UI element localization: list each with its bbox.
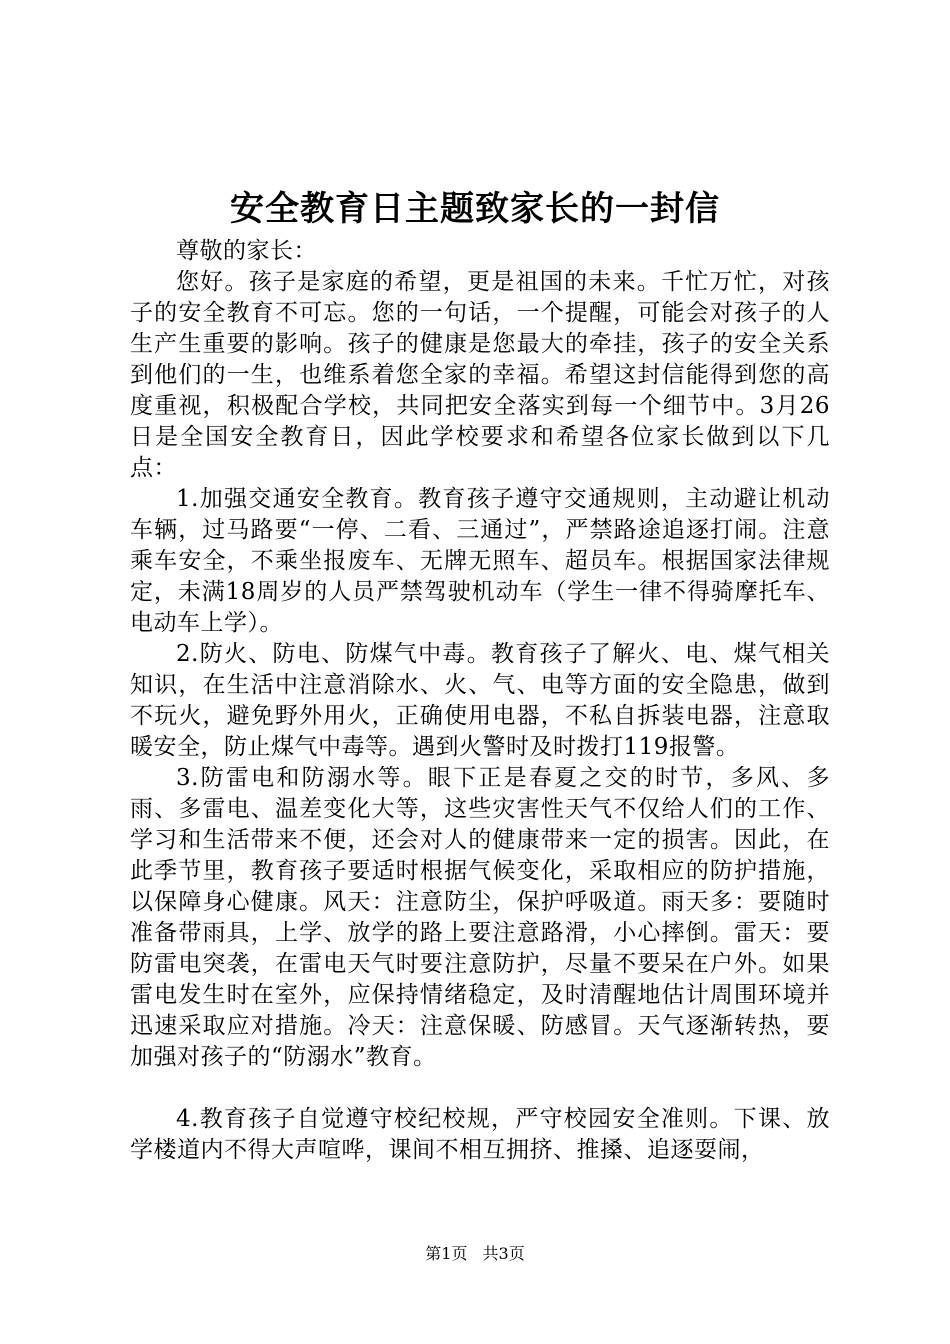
document-title: 安全教育日主题致家长的一封信 — [230, 189, 720, 229]
page-total: 共3页 — [482, 1244, 525, 1263]
letter-body — [130, 236, 830, 1166]
paragraph-school-rules: 4.教育孩子自觉遵守校纪校规，严守校园安全准则。下课、放学楼道内不得大声喧哗，课间不相互拥挤、推搡、追逐耍闹， — [130, 1106, 830, 1163]
salutation: 尊敬的家长： — [176, 238, 317, 264]
page-number: 第1页 — [425, 1244, 468, 1263]
paragraph-traffic-safety: 1.加强交通安全教育。教育孩子遵守交通规则，主动避让机动车辆，过马路要“一停、二看、三通过”，严禁路途追逐打闹。注意乘车安全，不乘坐报废车、无牌无照车、超员车。根据国家法律规定，未满18周岁的人员严禁驾驶机动车（学生一律不得骑摩托车、电动车上学）。 — [130, 486, 830, 636]
page-footer — [0, 1243, 950, 1265]
paragraph-intro: 您好。孩子是家庭的希望，更是祖国的未来。千忙万忙，对孩子的安全教育不可忘。您的一句话，一个提醒，可能会对孩子的人生产生重要的影响。孩子的健康是您最大的牵挂，孩子的安全关系到他们的一生，也维系着您全家的幸福。希望这封信能得到您的高度重视，积极配合学校，共同把安全落实到每一个细节中。3月26日是全国安全教育日，因此学校要求和希望各位家长做到以下几点： — [130, 269, 830, 481]
paragraph-fire-electric-gas: 2.防火、防电、防煤气中毒。教育孩子了解火、电、煤气相关知识，在生活中注意消除水、火、气、电等方面的安全隐患，做到不玩火，避免野外用火，正确使用电器，不私自拆装电器，注意取暖安全，防止煤气中毒等。遇到火警时及时拨打119报警。 — [130, 641, 830, 760]
paragraph-lightning-drowning: 3.防雷电和防溺水等。眼下正是春夏之交的时节，多风、多雨、多雷电、温差变化大等，这些灾害性天气不仅给人们的工作、学习和生活带来不便，还会对人的健康带来一定的损害。因此，在此季节里，教育孩子要适时根据气候变化，采取相应的防护措施，以保障身心健康。风天：注意防尘，保护呼吸道。雨天多：要随时准备带雨具，上学、放学的路上要注意路滑，小心摔倒。雷天：要防雷电突袭，在雷电天气时要注意防护，尽量不要呆在户外。如果雷电发生时在室外，应保持情绪稳定，及时清醒地估计周围环境并迅速采取应对措施。冷天：注意保暖、防感冒。天气逐渐转热，要加强对孩子的“防溺水”教育。 — [130, 765, 830, 1070]
